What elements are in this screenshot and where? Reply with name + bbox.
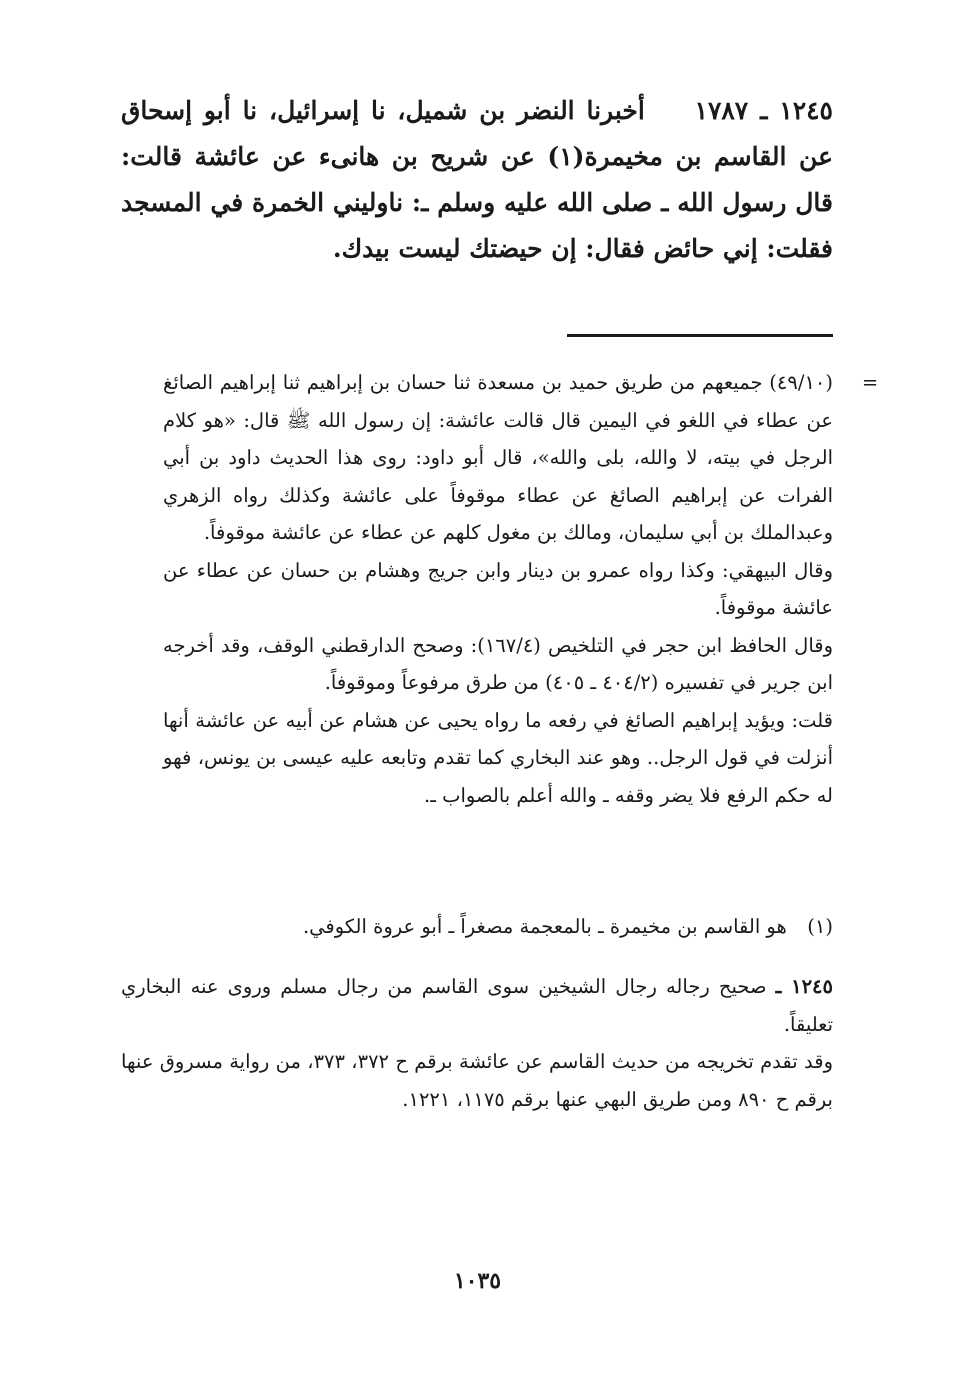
footnote-1 [121, 908, 833, 946]
hadith-body: أخبرنا النضر بن شميل، نا إسرائيل، نا أبو إسحاق عن القاسم بن مخيمرة(١) عن شريح بن هانىء عن عائشة قالت: قال رسول الله ـ صلى الله عليه وسلم ـ: ناوليني الخمرة في المسجد فقلت: إني حائض فقال: إن حيضتك ليست بيدك. [121, 96, 833, 263]
takhrij-number: ١٢٤٥ ـ [775, 975, 833, 998]
footnote-continued [163, 364, 879, 814]
page-number: ١٠٣٥ [453, 1268, 502, 1294]
footnote-1-text: هو القاسم بن مخيمرة ـ بالمعجمة مصغراً ـ أبو عروة الكوفي. [302, 915, 787, 938]
takhrij-second: وقد تقدم تخريجه من حديث القاسم عن عائشة برقم ح ٣٧٢، ٣٧٣، من رواية مسروق عنها برقم ح ٨٩٠ ومن طريق البهي عنها برقم ١١٧٥، ١٢٢١. [121, 1050, 833, 1111]
footnote-paragraph: وقال البيهقي: وكذا رواه عمرو بن دينار وابن جريج وهشام بن حسان عن عطاء عن عائشة موقوفاً. [163, 558, 833, 619]
takhrij-first [121, 968, 833, 1043]
footnote-1-marker: (١) [807, 915, 833, 938]
footnote-paragraph: (٤٩/١٠) جميعهم من طريق حميد بن مسعدة ثنا حسان بن إبراهيم ثنا إبراهيم الصائغ عن عطاء في اللغو في اليمين قال قالت عائشة: إن رسول الله ﷺ قال: «هو كلام الرجل في بيته، لا والله، بلى والله»، قال أبو داود: روى هذا الحديث داود بن أبي الفرات عن إبراهيم الصائغ عن عطاء موقوفاً على عائشة وكذلك رواه الزهري وعبدالملك بن أبي سليمان، ومالك بن مغول كلهم عن عطاء عن عائشة موقوفاً. [163, 371, 833, 544]
takhrij-first-text: صحيح رجاله رجال الشيخين سوى القاسم من رجال مسلم وروى عنه البخاري تعليقاً. [121, 975, 833, 1036]
continuation-marker: = [861, 371, 879, 394]
footnote-separator [567, 334, 833, 337]
takhrij-section [121, 968, 833, 1118]
hadith-number: ١٢٤٥ ـ ١٧٨٧ [694, 96, 833, 125]
footnote-paragraph: وقال الحافظ ابن حجر في التلخيص (١٦٧/٤): وصحح الدارقطني الوقف، وقد أخرجه ابن جرير في تفسيره (٤٠٤/٢ ـ ٤٠٥) من طرق مرفوعاً وموقوفاً. [163, 633, 833, 694]
hadith-main-text [121, 88, 833, 272]
footnote-paragraph: قلت: ويؤيد إبراهيم الصائغ في رفعه ما رواه يحيى عن هشام عن أبيه عن عائشة أنها أنزلت في قول الرجل.. وهو عند البخاري كما تقدم وتابعه عليه عيسى بن يونس، فهو له حكم الرفع فلا يضر وقفه ـ والله أعلم بالصواب ـ. [163, 708, 833, 807]
